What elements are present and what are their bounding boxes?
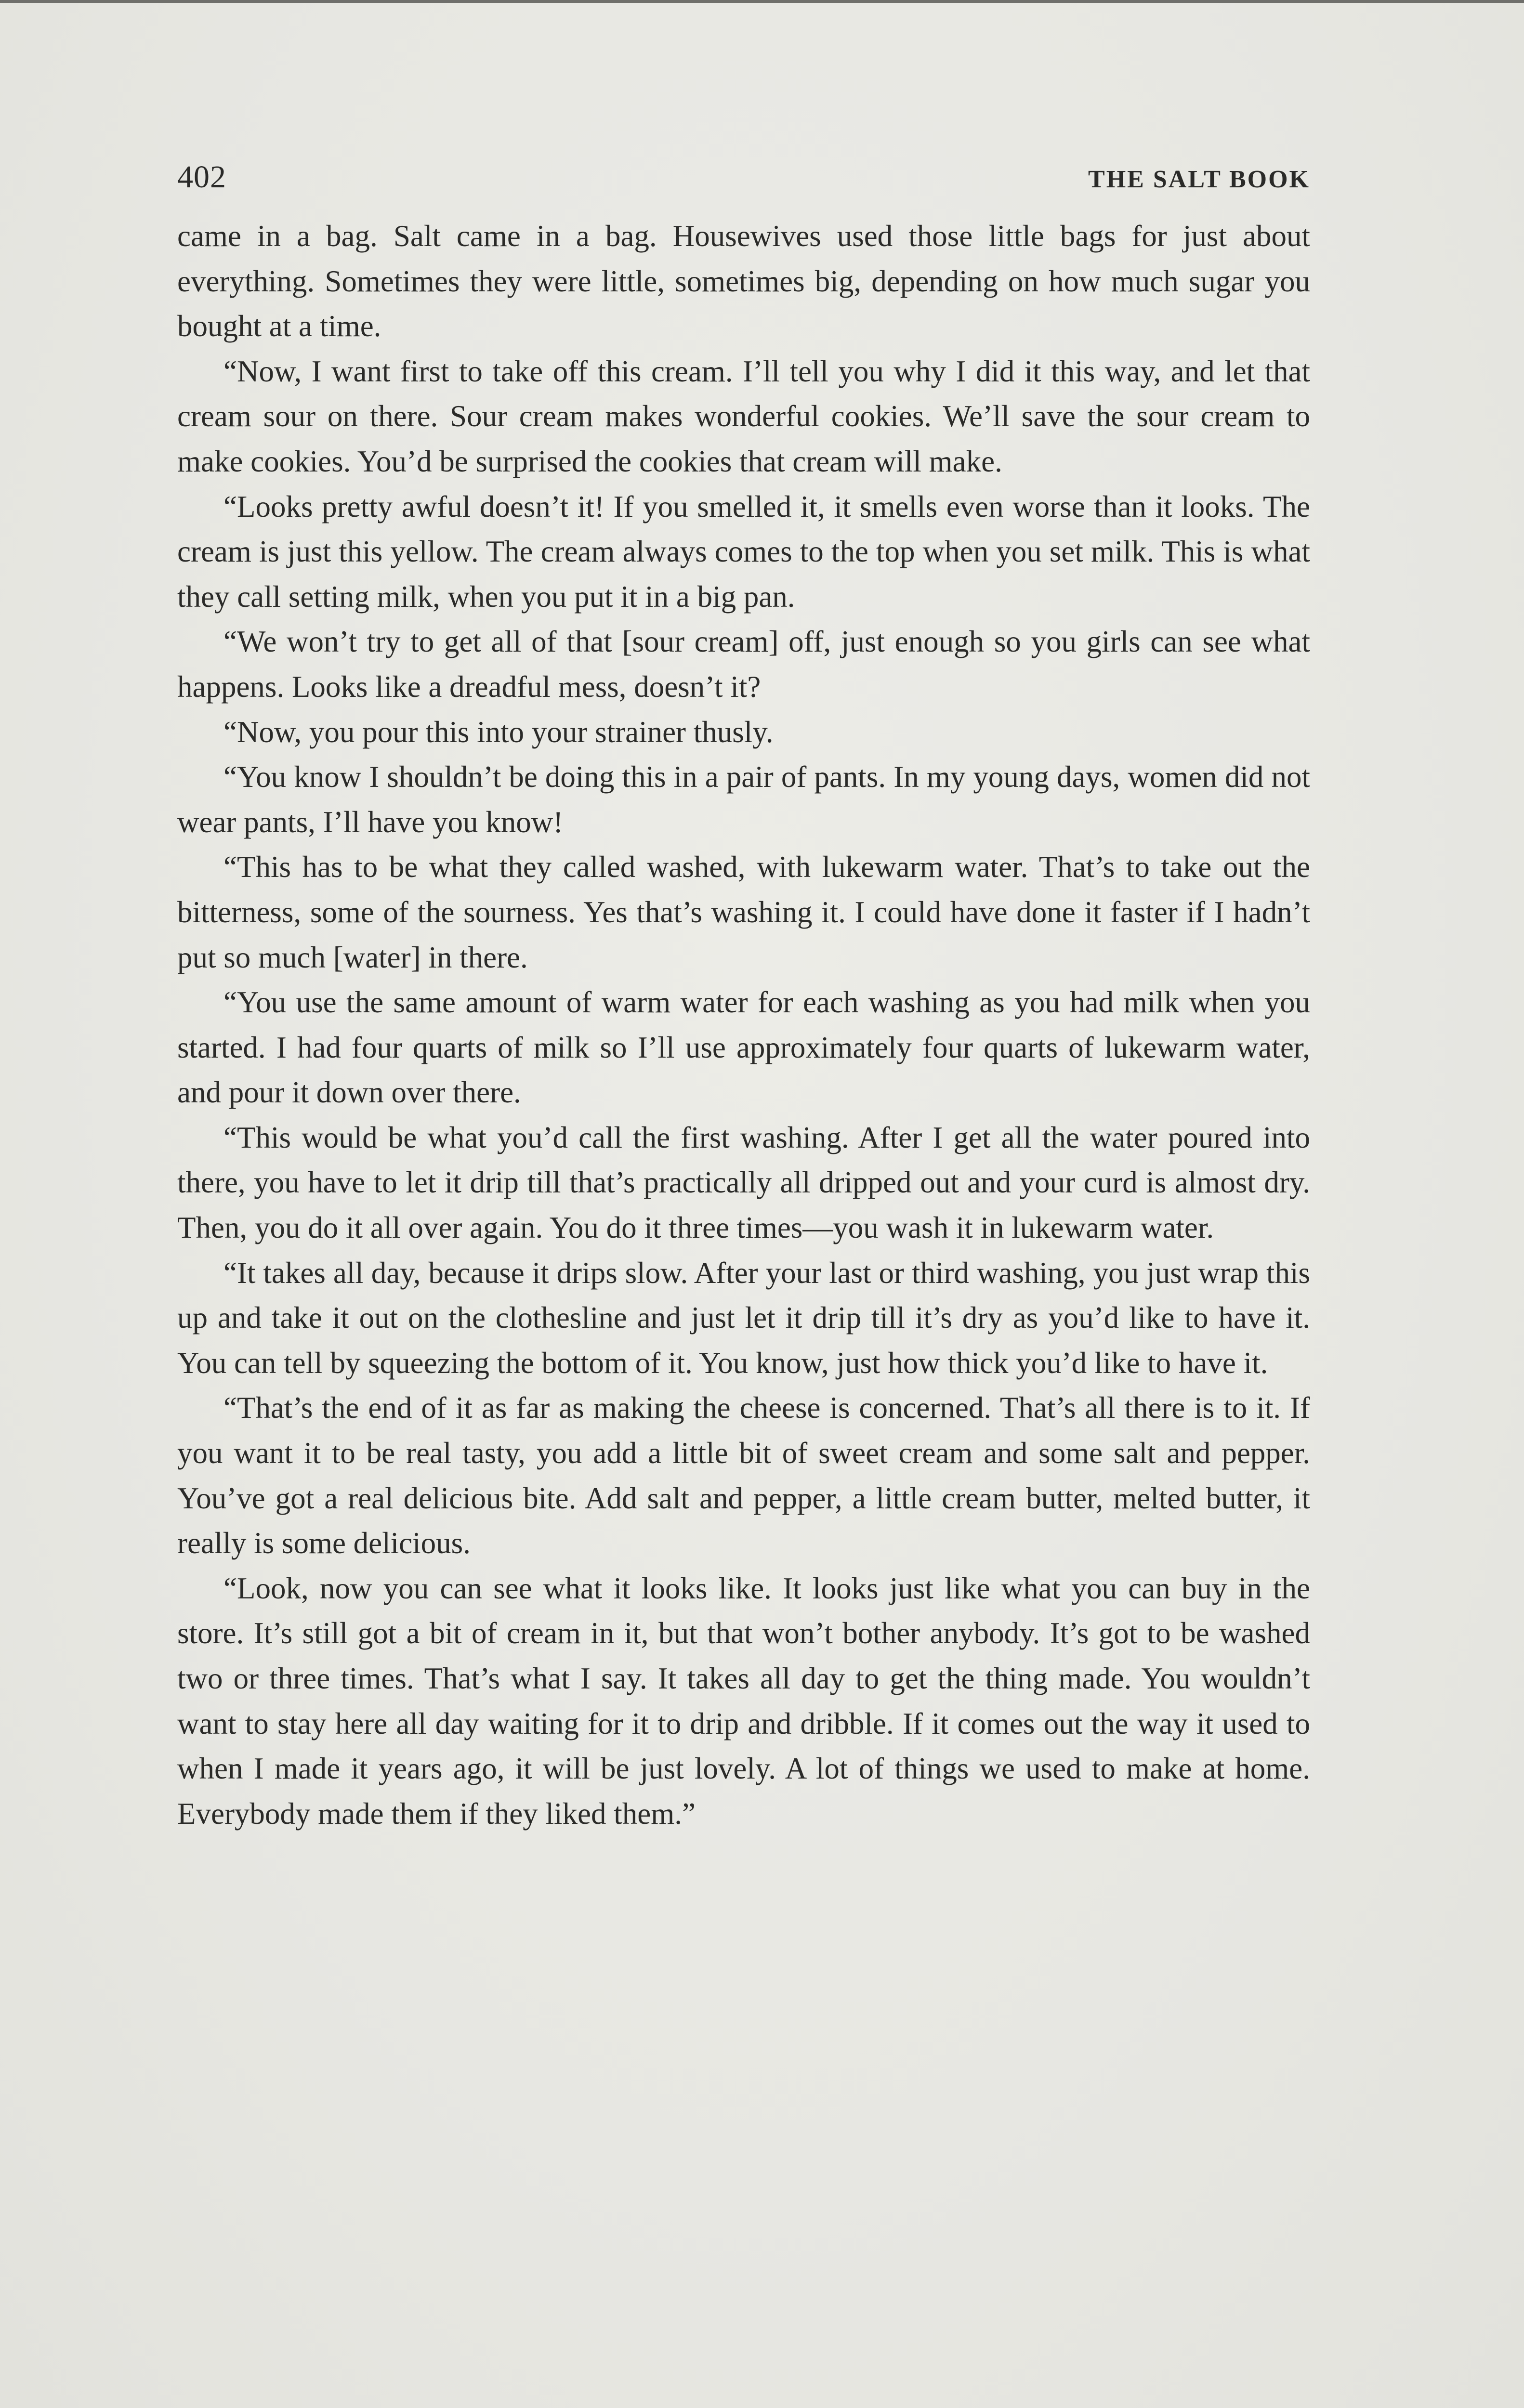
- page-top-edge: [0, 0, 1524, 3]
- page-number: 402: [177, 159, 226, 195]
- paragraph: “Now, you pour this into your strainer thusly.: [223, 715, 774, 749]
- paragraph: “Looks pretty awful doesn’t it! If you smelled it, it smells even worse than it looks. The cream is just this yellow. The cream always comes to the top when you set milk. This is what they call setting milk, when you put it in a big pan.: [177, 489, 1310, 614]
- paragraph: came in a bag. Salt came in a bag. Housewives used those little bags for just about everything. Sometimes they were little, sometimes big, depending on how much sugar you bought at a time.: [177, 219, 1310, 343]
- paragraph: “You know I shouldn’t be doing this in a pair of pants. In my young days, women did not wear pants, I’ll have you know!: [177, 760, 1310, 839]
- paragraph: “We won’t try to get all of that [sour cream] off, just enough so you girls can see what happens. Looks like a dreadful mess, doesn’t it?: [177, 625, 1310, 704]
- paragraph: “This has to be what they called washed, with lukewarm water. That’s to take out the bitterness, some of the sourness. Yes that’s washing it. I could have done it faster if I hadn’t put so much [water] in there.: [177, 850, 1310, 974]
- paragraph: “Now, I want first to take off this cream. I’ll tell you why I did it this way, and let that cream sour on there. Sour cream makes wonderful cookies. We’ll save the sour cream to make cookies. You’d be surprised the cookies that cream will make.: [177, 354, 1310, 478]
- running-head: [177, 159, 1310, 207]
- body-text: [177, 214, 1310, 1836]
- paragraph: “Look, now you can see what it looks like. It looks just like what you can buy in the store. It’s still got a bit of cream in it, but that won’t bother anybody. It’s got to be washed two or three times. That’s what I say. It takes all day to get the thing made. You wouldn’t want to stay here all day waiting for it to drip and dribble. If it comes out the way it used to when I made it years ago, it will be just lovely. A lot of things we used to make at home. Everybody made them if they liked them.”: [177, 1571, 1310, 1831]
- paragraph: “This would be what you’d call the first washing. After I get all the water poured into there, you have to let it drip till that’s practically all dripped out and your curd is almost dry. Then, you do it all over again. You do it three times—you wash it in lukewarm water.: [177, 1120, 1310, 1245]
- paragraph: “That’s the end of it as far as making the cheese is concerned. That’s all there is to it. If you want it to be real tasty, you add a little bit of sweet cream and some salt and pepper. You’ve got a real delicious bite. Add salt and pepper, a little cream butter, melted butter, it really is some delicious.: [177, 1391, 1310, 1560]
- paragraph: “You use the same amount of warm water for each washing as you had milk when you started. I had four quarts of milk so I’ll use approximately four quarts of lukewarm water, and pour it down over there.: [177, 985, 1310, 1110]
- paragraph: “It takes all day, because it drips slow. After your last or third washing, you just wrap this up and take it out on the clothesline and just let it drip till it’s dry as you’d like to have it. You can tell by squeezing the bottom of it. You know, just how thick you’d like to have it.: [177, 1256, 1310, 1380]
- text-block: [177, 159, 1310, 1836]
- running-head-title: THE SALT BOOK: [1088, 166, 1310, 193]
